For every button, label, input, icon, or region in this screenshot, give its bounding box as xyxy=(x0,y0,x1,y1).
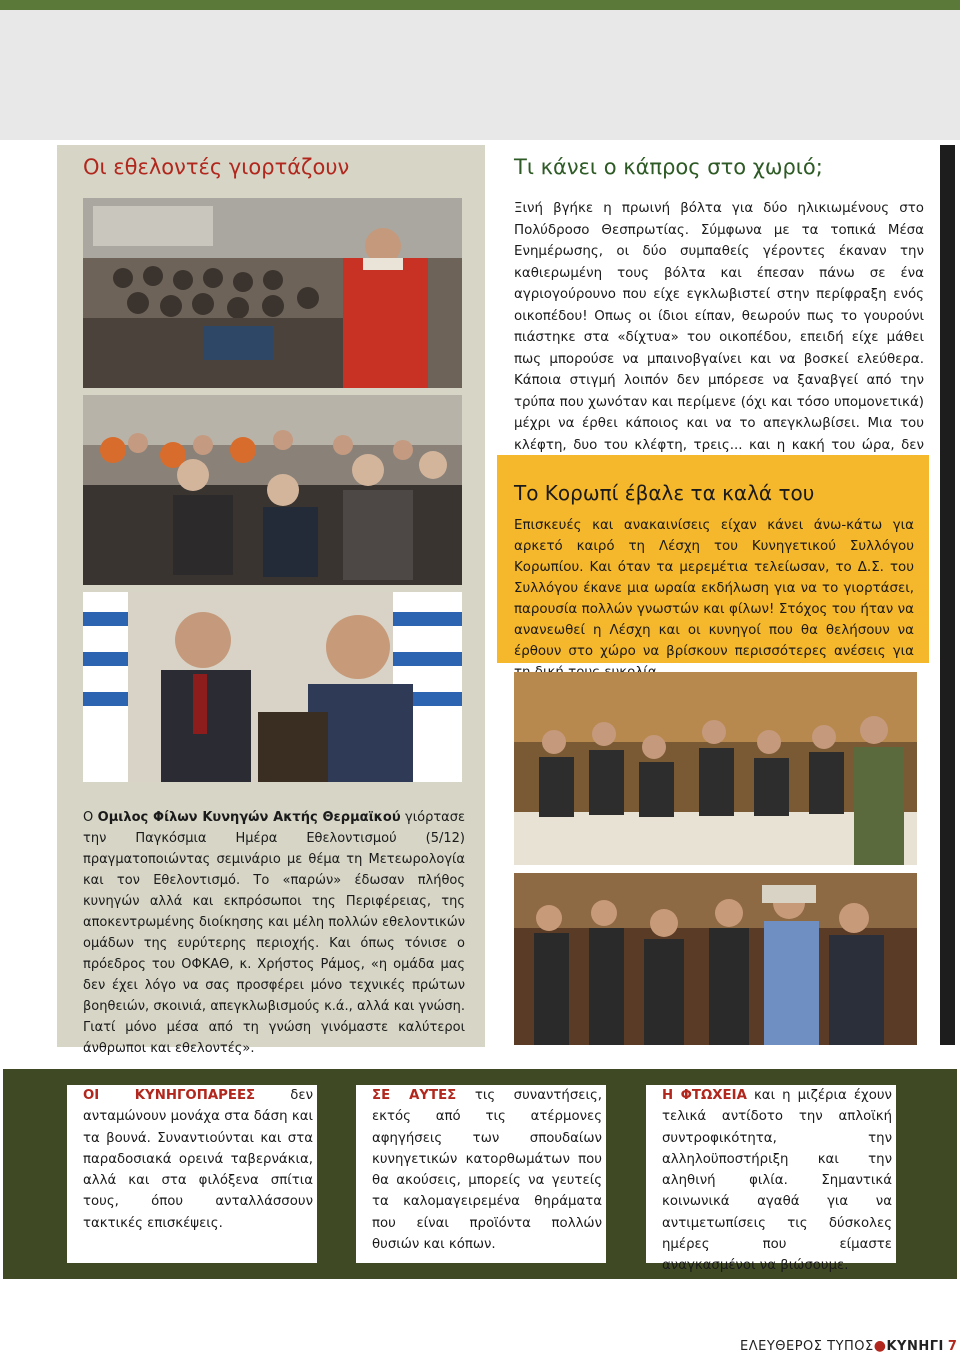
koropi-photo-tables xyxy=(514,672,917,865)
boar-title: Τι κάνει ο κάπρος στο χωριό; xyxy=(514,155,823,179)
koropi-article xyxy=(497,455,929,663)
newspaper-name: ΕΛΕΥΘΕΡΟΣ ΤΥΠΟΣ xyxy=(740,1339,874,1354)
boar-body: Ξινή βγήκε η πρωινή βόλτα για δύο ηλικιωμένους στο Πολύδροσο Θεσπρωτίας. Σύμφωνα με τα τοπικά Μέσα Ενημέρωσης, οι δύο συμπαθείς γέροντες έκαναν την καθιερωμένη τους βόλτα και έπεσαν πάνω σε ένα αγριογούρουνο που είχε εγκλωβιστεί στην περίφραξη ενός οικοπέδου! Οπως οι ίδιοι είπαν, θεωρούν πως το γουρούνι πιάστηκε στα «δίχτυα» του οικοπέδου, επειδή είχε μάθει πως μπορούσε να μπαινοβγαίνει και να βοσκεί ελεύθερα. Κάποια στιγμή λοιπόν δεν μπόρεσε να ξαναβγεί από την τρύπα που χωνόταν και περίμενε (όχι και τόσο υπομονετικά) μέχρι να έρθει κάποιος και να το απεγκλωβίσει. Μια του κλέφτη, δυο του κλέφτη, τρεις... και η κακή του ώρα, δεν xyxy=(514,201,924,453)
note-2-text: τις συναντήσεις, εκτός από τις ατέρμονες αφηγήσεις των σπουδαίων κυνηγετικών κατορθωμάτων που θα ακούσεις, μπορείς να γευτείς τα καλομαγειρεμένα θηράματα που είναι προϊόντα πολλών θυσιών και κόπων. xyxy=(372,1088,602,1253)
note-poverty xyxy=(646,1085,896,1274)
volunteers-title: Οι εθελοντές γιορτάζουν xyxy=(83,155,350,179)
club-name: Ομιλος Φίλων Κυνηγών Ακτής Θερμαϊκού xyxy=(97,810,401,825)
note-3-head: Η ΦΤΩΧΕΙΑ xyxy=(662,1088,747,1103)
seminar-photo-speaker xyxy=(83,198,462,388)
note-1-head: ΟΙ ΚΥΝΗΓΟΠΑΡΕΕΣ xyxy=(83,1088,256,1103)
magazine-name: ΚΥΝΗΓΙ xyxy=(886,1339,944,1354)
page-footer xyxy=(740,1338,957,1354)
right-edge-bar xyxy=(940,145,955,1045)
bullet-icon: ● xyxy=(873,1338,887,1354)
volunteers-body-text: γιόρτασε την Παγκόσμια Ημέρα Εθελοντισμού (5/12) πραγματοποιώντας σεμινάριο με θέμα τη Μετεωρολογία και τον Εθελοντισμό. Το «παρών» έδωσαν πλήθος κυνηγών αλλά και εκπρόσωποι της Περιφέρειας, της αποκεντρωμένης διοίκησης και μέλη πολλών εθελοντικών ομάδων της ευρύτερης περιοχής. Και όπως τόνισε ο πρόεδρος του ΟΦΚΑΘ, κ. Χρήστος Ράμος, «η ομάδα μας δεν έχει λόγο να σας προσφέρει μόνο τεχνικές πρώτων βοηθειών, σκοινιά, απεγκλωβισμούς κ.ά., αλλά και γνώση. Γιατί μόνο μέσα από τη γνώση γινόμαστε καλύτεροι άνθρωποι και εθελοντές». xyxy=(83,810,466,1056)
top-strip xyxy=(0,0,960,10)
seminar-photo-audience xyxy=(83,395,462,585)
page-number: 7 xyxy=(947,1339,958,1354)
note-hunting-groups xyxy=(67,1085,317,1263)
note-2-head: ΣΕ ΑΥΤΕΣ xyxy=(372,1088,457,1103)
volunteers-article xyxy=(57,145,485,1056)
speakers-podium-photo xyxy=(83,592,462,782)
koropi-photo-group xyxy=(514,873,917,1045)
note-meetings xyxy=(356,1085,606,1263)
top-band xyxy=(0,0,960,140)
koropi-body: Επισκευές και ανακαινίσεις είχαν κάνει άνω-κάτω για αρκετό καιρό τη Λέσχη του Κυνηγετικού Συλλόγου Κορωπίου. Και όταν τα μερεμέτια τελείωσαν, το Δ.Σ. του Συλλόγου έκανε μια ωραία εκδήλωση για να το γιορτάσει, παρουσία πολλών γνωστών και φίλων! Στόχος του ήταν να ανανεωθεί η Λέσχη και οι κυνηγοί που θα θελήσουν να έρθουν στο χώρο να βρίσκουν περισσότερες ανέσεις για xyxy=(514,518,914,659)
note-1-text: δεν ανταμώνουν μονάχα στα δάση και τα βουνά. Συναντιούνται και στα παραδοσιακά ορεινά ταβερνάκια, αλλά και στα φιλόξενα σπίτια τους, όπου ανταλλάσσουν τακτικές επισκέψεις. xyxy=(83,1088,313,1231)
volunteers-body-prefix: Ο xyxy=(83,810,98,825)
note-3-text: και η μιζέρια έχουν τελικά αντίδοτο την απλοϊκή συντροφικότητα, την αλληλοϋποστήριξη και την αληθινή φιλία. Σημαντικά κοινωνικά αγαθά για να αντιμετωπίσεις τις δύσκολες ημέρες που είμαστε αναγκασμένοι να βιώσουμε. xyxy=(662,1088,892,1274)
koropi-title: Το Κορωπί έβαλε τα καλά του xyxy=(514,481,815,505)
volunteers-body xyxy=(83,807,465,1059)
